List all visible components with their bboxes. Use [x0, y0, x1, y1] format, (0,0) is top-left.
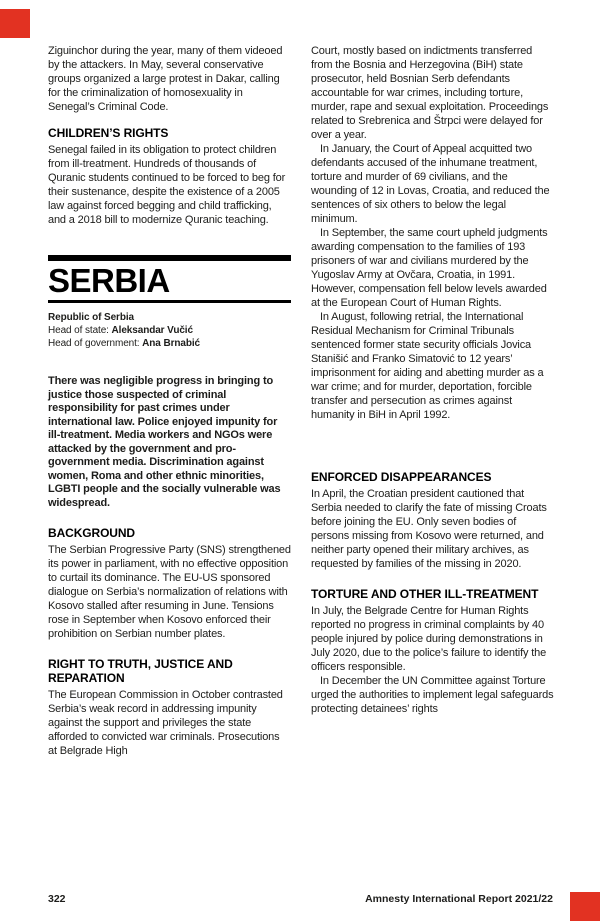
section-heading-torture: TORTURE AND OTHER ILL-TREATMENT — [311, 587, 539, 601]
head-of-government-label: Head of government: — [48, 338, 143, 349]
torture-paragraph-2: In December the UN Committee against Torture urged the authorities to implement legal safeguards protecting detainees’ rights — [311, 675, 554, 715]
accent-square-top-left — [0, 9, 30, 38]
country-rule-bottom — [48, 300, 291, 303]
senegal-continued-paragraph: Ziguinchor during the year, many of them videoed by the attackers. In May, several conservative groups organized a large protest in Dakar, calling for the criminalization of homosexuality in Senegal’s Criminal Code. — [48, 45, 283, 113]
august-paragraph: In August, following retrial, the International Residual Mechanism for Criminal Tribunals sentenced former state security officials Jovica Stanišić and Franko Simatović to 12 years’ imprisonment for aiding and abetting murder as a war crime; and for murder, deportation, forcible transfer and persecution as crimes against humanity in BiH in April 1992. — [311, 311, 544, 421]
right-column — [311, 44, 554, 758]
right-to-truth-paragraph: The European Commission in October contrasted Serbia’s weak record in addressing impunity against the support and privileges the state afforded to convicted war criminals. Prosecutions at Belgrade High — [48, 689, 283, 757]
head-of-state-label: Head of state: — [48, 325, 112, 336]
left-column — [48, 44, 291, 758]
head-of-state-name: Aleksandar Vučić — [111, 325, 193, 336]
september-paragraph: In September, the same court upheld judgments awarding compensation to the families of 193 prisoners of war and civilians murdered by the Yugoslav Army at Ovčara, Croatia, in 1991. However, compensation fell below levels awarded at the European Court of Human Rights. — [311, 227, 548, 309]
page-footer — [48, 893, 553, 905]
section-heading-background: BACKGROUND — [48, 526, 135, 540]
section-heading-childrens-rights: CHILDREN’S RIGHTS — [48, 126, 169, 140]
country-meta — [48, 311, 291, 350]
accent-square-bottom-right — [570, 892, 600, 921]
country-rule-top — [48, 255, 291, 261]
january-paragraph: In January, the Court of Appeal acquitted two defendants accused of the inhumane treatment, torture and murder of 69 civilians, and the wounding of 12 in Lovas, Croatia, and reduced the sentences of six others to below the legal minimum. — [311, 143, 550, 225]
footer-report-title: Amnesty International Report 2021/22 — [365, 893, 553, 905]
section-heading-enforced-disappearances: ENFORCED DISAPPEARANCES — [311, 470, 492, 484]
torture-paragraph-1: In July, the Belgrade Centre for Human Rights reported no progress in criminal complaints by 40 people injured by police during demonstrations in July 2020, due to the police’s failure to identify the officers responsible. — [311, 605, 547, 673]
court-continued-paragraph: Court, mostly based on indictments transferred from the Bosnia and Herzegovina (BiH) state prosecutor, held Bosnian Serb defendants accountable for war crimes, including torture, murder, rape and sexual exploitation. Proceedings related to Srebrenica and Štrpci were delayed for over a year. — [311, 45, 549, 141]
childrens-rights-paragraph: Senegal failed in its obligation to protect children from ill-treatment. Hundreds of thousands of Quranic students continued to be forced to beg for their sustenance, despite the existence of a 2005 law against forced begging and child trafficking, and a 2018 bill to modernize Quranic teaching. — [48, 144, 286, 226]
country-summary-paragraph: There was negligible progress in bringing to justice those suspected of criminal responsibility for past crimes under international law. Police enjoyed impunity for ill-treatment. Media workers and NGOs were attacked by the government and pro-government media. Discrimination against women, Roma and other ethnic minorities, LGBTI people and the socially vulnerable was widespread. — [48, 375, 281, 509]
country-official-name — [48, 311, 291, 324]
head-of-state-line — [48, 324, 291, 337]
section-heading-right-to-truth: RIGHT TO TRUTH, JUSTICE AND REPARATION — [48, 657, 233, 685]
head-of-government-line — [48, 337, 291, 350]
background-paragraph: The Serbian Progressive Party (SNS) strengthened its power in parliament, with no effective opposition to curtail its dominance. The EU-US sponsored dialogue on Serbia’s normalization of relations with Kosovo stalled after resuming in June. Tensions rose in September when Kosovo enforced their prohibition on Serbian number plates. — [48, 544, 291, 640]
country-official-name-text: Republic of Serbia — [48, 312, 134, 323]
head-of-government-name: Ana Brnabić — [142, 338, 200, 349]
enforced-disappearances-paragraph: In April, the Croatian president cautioned that Serbia needed to clarify the fate of missing Croats before joining the EU. Only seven bodies of persons missing from Kosovo were returned, and neither party opened their military archives, as requested by families of the missing in 2020. — [311, 488, 547, 570]
country-header-serbia — [48, 255, 291, 350]
page-number: 322 — [48, 893, 66, 905]
country-title: SERBIA — [48, 262, 170, 299]
report-page-body — [48, 44, 554, 758]
